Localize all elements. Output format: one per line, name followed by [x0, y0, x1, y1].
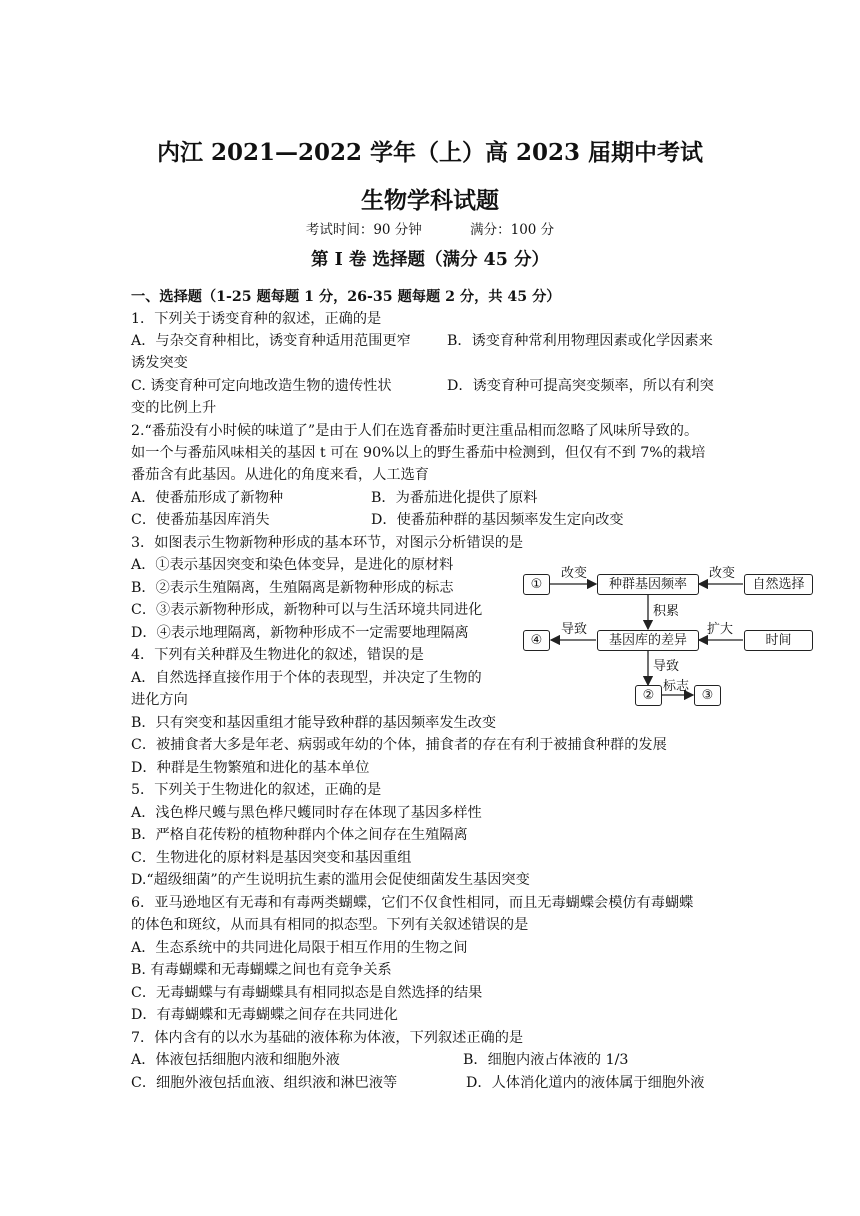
- node-natural-selection: 自然选择: [744, 574, 813, 595]
- q3-option-a: A．①表示基因突变和染色体变异，是进化的原材料: [131, 557, 454, 573]
- label-accumulate: 积累: [653, 604, 680, 619]
- q7-option-b: B．细胞内液占体液的 1/3: [463, 1052, 629, 1068]
- q5-option-b: B．严格自花传粉的植物种群内个体之间存在生殖隔离: [131, 827, 468, 843]
- q4-option-b: B．只有突变和基因重组才能导致种群的基因频率发生改变: [131, 715, 497, 731]
- label-lead-down: 导致: [653, 659, 680, 674]
- label-mark: 标志: [663, 679, 690, 694]
- node-gene-pool-difference: 基因库的差异: [597, 630, 699, 651]
- q3-option-b: B．②表示生殖隔离，生殖隔离是新物种形成的标志: [131, 580, 454, 596]
- q2-line1: 2.“番茄没有小时候的味道了”是由于人们在选育番茄时更注重品相而忽略了风味所导致的。: [131, 423, 699, 439]
- q1-option-a: A．与杂交育种相比，诱变育种适用范围更窄: [131, 333, 411, 349]
- label-change-left: 改变: [561, 566, 588, 581]
- exam-score: 满分：100 分: [470, 222, 555, 238]
- subject-title: 生物学科试题: [361, 187, 499, 214]
- q2-option-a: A．使番茄形成了新物种: [131, 490, 284, 506]
- q7-stem: 7．体内含有的以水为基础的液体称为体液，下列叙述正确的是: [131, 1030, 524, 1046]
- q1-option-b: B．诱变育种常利用物理因素或化学因素来: [447, 333, 713, 349]
- node-time: 时间: [744, 630, 813, 651]
- q1-option-b-cont: 诱发突变: [131, 355, 188, 371]
- q3-option-c: C．③表示新物种形成，新物种可以与生活环境共同进化: [131, 602, 483, 618]
- node-gene-frequency: 种群基因频率: [597, 574, 699, 595]
- node-3: ③: [694, 685, 721, 706]
- q6-option-c: C．无毒蝴蝶与有毒蝴蝶具有相同拟态是自然选择的结果: [131, 985, 483, 1001]
- q2-line3: 番茄含有此基因。从进化的角度来看，人工选育: [131, 467, 429, 483]
- q1-option-d-cont: 变的比例上升: [131, 400, 217, 416]
- q1-option-d: D．诱变育种可提高突变频率，所以有利突: [447, 378, 714, 394]
- q5-option-c: C．生物进化的原材料是基因突变和基因重组: [131, 850, 412, 866]
- label-lead-left: 导致: [561, 622, 588, 637]
- q6-option-d: D．有毒蝴蝶和无毒蝴蝶之间存在共同进化: [131, 1007, 398, 1023]
- q2-option-c: C．使番茄基因库消失: [131, 512, 270, 528]
- q6-line2: 的体色和斑纹，从而具有相同的拟态型。下列有关叙述错误的是: [131, 917, 529, 933]
- q4-option-a: A．自然选择直接作用于个体的表现型，并决定了生物的: [131, 670, 482, 686]
- q7-option-d: D．人体消化道内的液体属于细胞外液: [466, 1075, 705, 1091]
- q6-line1: 6．亚马逊地区有无毒和有毒两类蝴蝶，它们不仅食性相同，而且无毒蝴蝶会模仿有毒蝴蝶: [131, 895, 694, 911]
- section-heading: 一、选择题（1-25 题每题 1 分，26-35 题每题 2 分，共 45 分）: [131, 289, 561, 305]
- node-1: ①: [523, 574, 550, 595]
- q7-option-a: A．体液包括细胞内液和细胞外液: [131, 1052, 340, 1068]
- q1-option-c: C. 诱变育种可定向地改造生物的遗传性状: [131, 378, 392, 394]
- q5-stem: 5．下列关于生物进化的叙述，正确的是: [131, 782, 382, 798]
- q2-option-d: D．使番茄种群的基因频率发生定向改变: [371, 512, 624, 528]
- q4-option-a-cont: 进化方向: [131, 692, 188, 708]
- exam-time: 考试时间：90 分钟: [305, 222, 422, 238]
- label-change-right: 改变: [709, 566, 736, 581]
- q7-option-c: C．细胞外液包括血液、组织液和淋巴液等: [131, 1075, 398, 1091]
- q2-line2: 如一个与番茄风味相关的基因 t 可在 90%以上的野生番茄中检测到，但仅有不到 7%的栽培: [131, 445, 706, 461]
- speciation-diagram: [521, 562, 815, 710]
- q5-option-d: D.“超级细菌”的产生说明抗生素的滥用会促使细菌发生基因突变: [131, 872, 530, 888]
- q1-stem: 1．下列关于诱变育种的叙述，正确的是: [131, 311, 382, 327]
- q6-option-b: B. 有毒蝴蝶和无毒蝴蝶之间也有竞争关系: [131, 962, 392, 978]
- q5-option-a: A．浅色桦尺蠖与黑色桦尺蠖同时存在体现了基因多样性: [131, 805, 482, 821]
- q2-option-b: B．为番茄进化提供了原料: [371, 490, 538, 506]
- q3-option-d: D．④表示地理隔离，新物种形成不一定需要地理隔离: [131, 625, 469, 641]
- part-heading: 第 I 卷 选择题（满分 45 分）: [310, 250, 549, 270]
- q4-stem: 4．下列有关种群及生物进化的叙述，错误的是: [131, 647, 424, 663]
- q4-option-c: C．被捕食者大多是年老、病弱或年幼的个体，捕食者的存在有利于被捕食种群的发展: [131, 737, 667, 753]
- exam-meta: [0, 218, 860, 238]
- exam-title: 内江 2021—2022 学年（上）高 2023 届期中考试: [156, 139, 704, 166]
- node-2: ②: [635, 685, 662, 706]
- q6-option-a: A．生态系统中的共同进化局限于相互作用的生物之间: [131, 940, 468, 956]
- node-4: ④: [523, 630, 550, 651]
- q3-stem: 3．如图表示生物新物种形成的基本环节，对图示分析错误的是: [131, 535, 524, 551]
- label-expand: 扩大: [707, 622, 734, 637]
- q4-option-d: D．种群是生物繁殖和进化的基本单位: [131, 760, 370, 776]
